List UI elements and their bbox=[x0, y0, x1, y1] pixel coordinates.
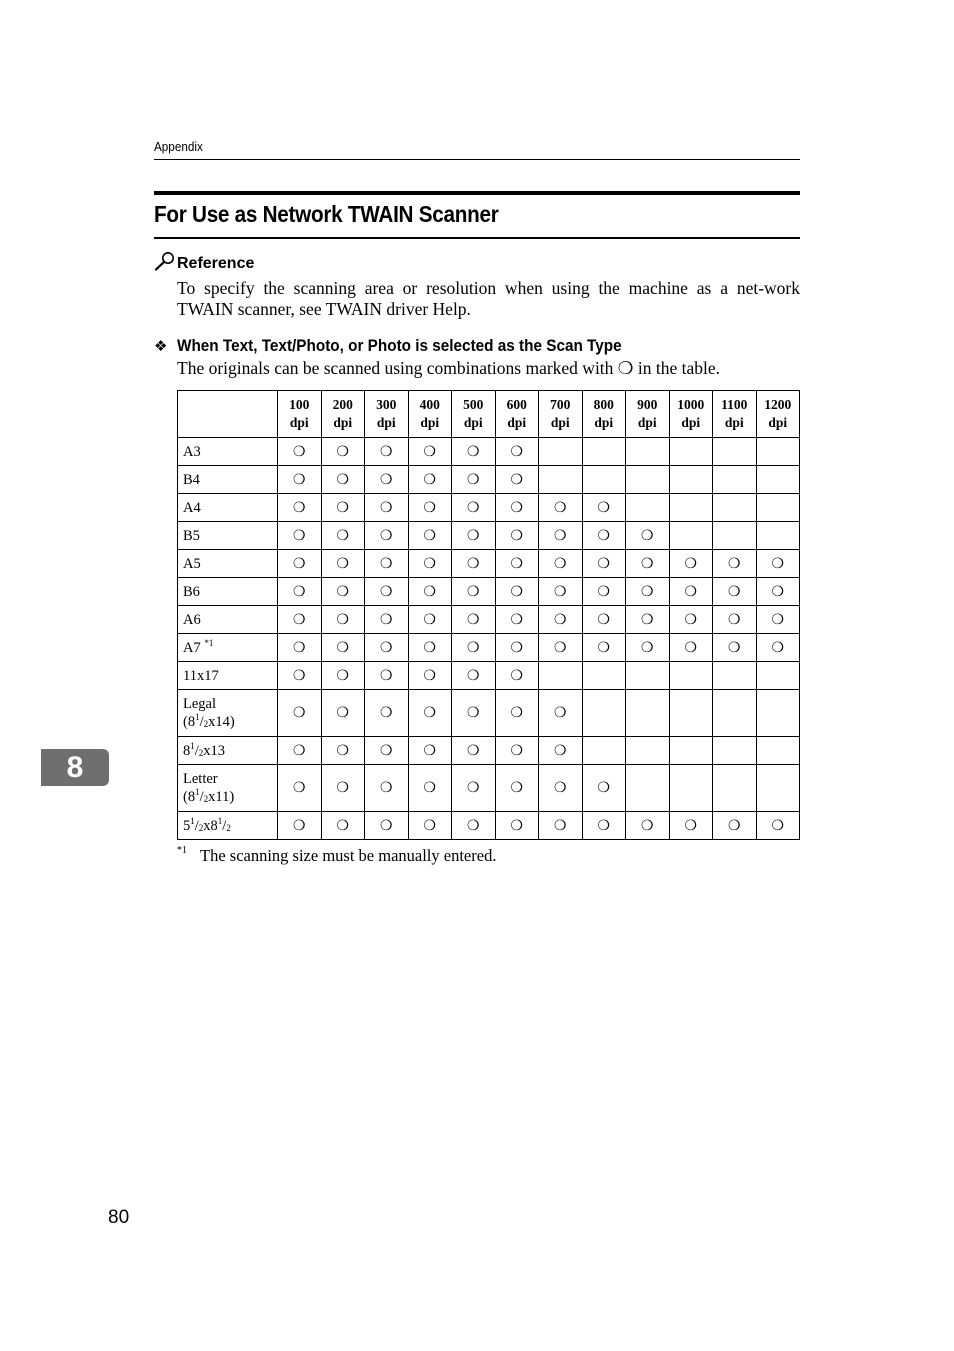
supported-mark: ❍ bbox=[365, 550, 409, 578]
column-resolution-value: 200 bbox=[332, 397, 353, 412]
supported-mark: ❍ bbox=[278, 634, 322, 662]
supported-mark: ❍ bbox=[278, 466, 322, 494]
supported-mark: ❍ bbox=[321, 662, 365, 690]
supported-mark: ❍ bbox=[365, 494, 409, 522]
supported-mark: ❍ bbox=[452, 765, 496, 812]
column-resolution-value: 900 bbox=[637, 397, 658, 412]
supported-mark: ❍ bbox=[539, 522, 583, 550]
chapter-tab: 8 bbox=[41, 749, 109, 786]
column-resolution-unit: dpi bbox=[681, 415, 701, 430]
reference-heading: Reference bbox=[177, 255, 255, 272]
supported-mark: ❍ bbox=[713, 550, 757, 578]
supported-mark: ❍ bbox=[495, 737, 539, 765]
supported-mark: ❍ bbox=[539, 550, 583, 578]
supported-mark: ❍ bbox=[539, 765, 583, 812]
supported-mark: ❍ bbox=[539, 690, 583, 737]
empty-cell bbox=[582, 737, 626, 765]
table-row bbox=[178, 522, 800, 550]
supported-mark: ❍ bbox=[278, 765, 322, 812]
empty-cell bbox=[582, 690, 626, 737]
paper-size-label: B4 bbox=[178, 466, 278, 494]
supported-mark: ❍ bbox=[626, 522, 670, 550]
supported-mark: ❍ bbox=[452, 522, 496, 550]
supported-mark: ❍ bbox=[365, 466, 409, 494]
empty-cell bbox=[713, 662, 757, 690]
supported-mark: ❍ bbox=[278, 578, 322, 606]
empty-cell bbox=[713, 438, 757, 466]
column-resolution-value: 300 bbox=[376, 397, 397, 412]
supported-mark: ❍ bbox=[452, 662, 496, 690]
supported-mark: ❍ bbox=[278, 737, 322, 765]
column-header bbox=[365, 391, 409, 438]
table-row bbox=[178, 634, 800, 662]
column-resolution-value: 600 bbox=[506, 397, 527, 412]
column-header bbox=[713, 391, 757, 438]
paper-size-label: 11x17 bbox=[178, 662, 278, 690]
supported-mark: ❍ bbox=[321, 690, 365, 737]
table-row bbox=[178, 578, 800, 606]
supported-mark: ❍ bbox=[669, 812, 713, 840]
paper-size-label: B5 bbox=[178, 522, 278, 550]
paper-size-label: Letter $(8^1/_2x11)$ bbox=[178, 765, 278, 812]
empty-cell bbox=[713, 765, 757, 812]
column-header bbox=[321, 391, 365, 438]
column-header bbox=[582, 391, 626, 438]
supported-mark: ❍ bbox=[408, 578, 452, 606]
supported-mark: ❍ bbox=[626, 606, 670, 634]
supported-mark: ❍ bbox=[626, 578, 670, 606]
supported-mark: ❍ bbox=[495, 812, 539, 840]
supported-mark: ❍ bbox=[452, 494, 496, 522]
empty-cell bbox=[713, 522, 757, 550]
column-resolution-unit: dpi bbox=[463, 415, 483, 430]
supported-mark: ❍ bbox=[582, 550, 626, 578]
supported-mark: ❍ bbox=[539, 606, 583, 634]
column-header bbox=[626, 391, 670, 438]
empty-cell bbox=[626, 438, 670, 466]
resolution-table bbox=[177, 390, 800, 840]
column-header bbox=[495, 391, 539, 438]
subsection-heading: When Text, Text/Photo, or Photo is selected as the Scan Type bbox=[177, 336, 622, 355]
running-header: Appendix bbox=[154, 139, 203, 154]
supported-mark: ❍ bbox=[365, 634, 409, 662]
paper-size-label: A3 bbox=[178, 438, 278, 466]
supported-mark: ❍ bbox=[539, 737, 583, 765]
supported-mark: ❍ bbox=[539, 578, 583, 606]
column-resolution-value: 700 bbox=[550, 397, 571, 412]
column-resolution-unit: dpi bbox=[333, 415, 353, 430]
column-resolution-unit: dpi bbox=[420, 415, 440, 430]
paper-size-label: $5^1/_2x8^1/_2$ bbox=[178, 812, 278, 840]
column-resolution-unit: dpi bbox=[594, 415, 614, 430]
empty-cell bbox=[756, 466, 800, 494]
supported-mark: ❍ bbox=[278, 606, 322, 634]
column-header bbox=[278, 391, 322, 438]
magnifier-icon bbox=[154, 251, 176, 271]
empty-cell bbox=[713, 737, 757, 765]
supported-mark: ❍ bbox=[495, 522, 539, 550]
column-resolution-unit: dpi bbox=[507, 415, 527, 430]
empty-cell bbox=[669, 737, 713, 765]
supported-mark: ❍ bbox=[321, 812, 365, 840]
supported-mark: ❍ bbox=[321, 578, 365, 606]
column-resolution-unit: dpi bbox=[768, 415, 788, 430]
supported-mark: ❍ bbox=[408, 634, 452, 662]
supported-mark: ❍ bbox=[408, 812, 452, 840]
supported-mark: ❍ bbox=[365, 606, 409, 634]
column-resolution-unit: dpi bbox=[550, 415, 570, 430]
supported-mark: ❍ bbox=[495, 606, 539, 634]
supported-mark: ❍ bbox=[408, 690, 452, 737]
supported-mark: ❍ bbox=[582, 494, 626, 522]
column-resolution-value: 1100 bbox=[721, 397, 748, 412]
paper-size-label: $8^1/_2x13$ bbox=[178, 737, 278, 765]
supported-mark: ❍ bbox=[713, 578, 757, 606]
supported-mark: ❍ bbox=[495, 578, 539, 606]
paper-size-label: Legal $(8^1/_2x14)$ bbox=[178, 690, 278, 737]
supported-mark: ❍ bbox=[756, 578, 800, 606]
column-resolution-value: 500 bbox=[463, 397, 484, 412]
footnote-text: The scanning size must be manually entered. bbox=[200, 846, 497, 865]
empty-cell bbox=[669, 662, 713, 690]
supported-mark: ❍ bbox=[495, 438, 539, 466]
supported-mark: ❍ bbox=[582, 765, 626, 812]
empty-cell bbox=[756, 522, 800, 550]
supported-mark: ❍ bbox=[365, 578, 409, 606]
supported-mark: ❍ bbox=[669, 550, 713, 578]
empty-cell bbox=[669, 522, 713, 550]
supported-mark: ❍ bbox=[582, 634, 626, 662]
supported-mark: ❍ bbox=[539, 494, 583, 522]
empty-cell bbox=[756, 690, 800, 737]
supported-mark: ❍ bbox=[626, 812, 670, 840]
supported-mark: ❍ bbox=[495, 494, 539, 522]
reference-text: To specify the scanning area or resolution when using the machine as a net-work TWAIN scanner, see TWAIN driver Help. bbox=[177, 278, 800, 319]
supported-mark: ❍ bbox=[408, 494, 452, 522]
supported-mark: ❍ bbox=[582, 578, 626, 606]
empty-cell bbox=[756, 662, 800, 690]
column-resolution-unit: dpi bbox=[637, 415, 657, 430]
supported-mark: ❍ bbox=[495, 690, 539, 737]
supported-mark: ❍ bbox=[452, 578, 496, 606]
diamond-bullet-icon: ❖ bbox=[154, 337, 168, 355]
supported-mark: ❍ bbox=[452, 737, 496, 765]
supported-mark: ❍ bbox=[408, 765, 452, 812]
supported-mark: ❍ bbox=[365, 522, 409, 550]
supported-mark: ❍ bbox=[408, 438, 452, 466]
supported-mark: ❍ bbox=[756, 812, 800, 840]
supported-mark: ❍ bbox=[495, 550, 539, 578]
empty-cell bbox=[669, 690, 713, 737]
empty-cell bbox=[669, 466, 713, 494]
column-header bbox=[539, 391, 583, 438]
supported-mark: ❍ bbox=[452, 606, 496, 634]
table-row bbox=[178, 765, 800, 812]
empty-cell bbox=[713, 690, 757, 737]
supported-mark: ❍ bbox=[582, 812, 626, 840]
supported-mark: ❍ bbox=[278, 522, 322, 550]
supported-mark: ❍ bbox=[582, 606, 626, 634]
supported-mark: ❍ bbox=[365, 662, 409, 690]
table-row bbox=[178, 662, 800, 690]
supported-mark: ❍ bbox=[408, 550, 452, 578]
table-row bbox=[178, 737, 800, 765]
supported-mark: ❍ bbox=[408, 606, 452, 634]
supported-mark: ❍ bbox=[452, 550, 496, 578]
supported-mark: ❍ bbox=[539, 812, 583, 840]
footnote-reference: *1 bbox=[204, 637, 214, 648]
supported-mark: ❍ bbox=[365, 812, 409, 840]
table-body bbox=[178, 438, 800, 840]
supported-mark: ❍ bbox=[321, 550, 365, 578]
table-corner-cell bbox=[178, 391, 278, 438]
supported-mark: ❍ bbox=[756, 606, 800, 634]
supported-mark: ❍ bbox=[321, 634, 365, 662]
column-resolution-value: 400 bbox=[419, 397, 440, 412]
empty-cell bbox=[582, 662, 626, 690]
supported-mark: ❍ bbox=[408, 522, 452, 550]
column-resolution-unit: dpi bbox=[376, 415, 396, 430]
table-row bbox=[178, 606, 800, 634]
supported-mark: ❍ bbox=[713, 812, 757, 840]
supported-mark: ❍ bbox=[321, 438, 365, 466]
empty-cell bbox=[756, 765, 800, 812]
column-resolution-value: 100 bbox=[289, 397, 310, 412]
supported-mark: ❍ bbox=[321, 494, 365, 522]
supported-mark: ❍ bbox=[408, 662, 452, 690]
column-resolution-unit: dpi bbox=[289, 415, 309, 430]
empty-cell bbox=[626, 662, 670, 690]
paper-size-label: A4 bbox=[178, 494, 278, 522]
footnote-mark: *1 bbox=[177, 845, 187, 856]
table-header-row bbox=[178, 391, 800, 438]
supported-mark: ❍ bbox=[321, 765, 365, 812]
title-bottom-rule bbox=[154, 237, 800, 239]
supported-mark: ❍ bbox=[669, 606, 713, 634]
supported-mark: ❍ bbox=[278, 690, 322, 737]
empty-cell bbox=[756, 438, 800, 466]
supported-mark: ❍ bbox=[452, 438, 496, 466]
column-header bbox=[756, 391, 800, 438]
supported-mark: ❍ bbox=[321, 522, 365, 550]
empty-cell bbox=[539, 466, 583, 494]
section-title: For Use as Network TWAIN Scanner bbox=[154, 201, 499, 227]
column-resolution-value: 1000 bbox=[677, 397, 705, 412]
empty-cell bbox=[756, 737, 800, 765]
empty-cell bbox=[713, 494, 757, 522]
empty-cell bbox=[539, 438, 583, 466]
supported-mark: ❍ bbox=[495, 634, 539, 662]
supported-mark: ❍ bbox=[278, 550, 322, 578]
table-row bbox=[178, 438, 800, 466]
supported-mark: ❍ bbox=[713, 606, 757, 634]
paper-size-label: B6 bbox=[178, 578, 278, 606]
empty-cell bbox=[626, 690, 670, 737]
column-header bbox=[408, 391, 452, 438]
supported-mark: ❍ bbox=[495, 765, 539, 812]
empty-cell bbox=[582, 438, 626, 466]
header-rule bbox=[154, 159, 800, 160]
table-row bbox=[178, 494, 800, 522]
paper-size-label: A5 bbox=[178, 550, 278, 578]
supported-mark: ❍ bbox=[495, 662, 539, 690]
supported-mark: ❍ bbox=[278, 494, 322, 522]
supported-mark: ❍ bbox=[669, 634, 713, 662]
title-top-rule bbox=[154, 191, 800, 195]
paper-size-label: A6 bbox=[178, 606, 278, 634]
supported-mark: ❍ bbox=[408, 466, 452, 494]
supported-mark: ❍ bbox=[365, 765, 409, 812]
column-resolution-value: 800 bbox=[593, 397, 614, 412]
supported-mark: ❍ bbox=[365, 690, 409, 737]
empty-cell bbox=[626, 466, 670, 494]
supported-mark: ❍ bbox=[452, 634, 496, 662]
supported-mark: ❍ bbox=[321, 606, 365, 634]
table-row bbox=[178, 550, 800, 578]
supported-mark: ❍ bbox=[669, 578, 713, 606]
supported-mark: ❍ bbox=[452, 690, 496, 737]
supported-mark: ❍ bbox=[495, 466, 539, 494]
supported-mark: ❍ bbox=[365, 438, 409, 466]
supported-mark: ❍ bbox=[278, 812, 322, 840]
column-resolution-unit: dpi bbox=[724, 415, 744, 430]
supported-mark: ❍ bbox=[756, 634, 800, 662]
page-number: 80 bbox=[108, 1207, 130, 1228]
supported-mark: ❍ bbox=[452, 812, 496, 840]
supported-mark: ❍ bbox=[321, 737, 365, 765]
column-header bbox=[452, 391, 496, 438]
supported-mark: ❍ bbox=[582, 522, 626, 550]
table-row bbox=[178, 812, 800, 840]
empty-cell bbox=[669, 438, 713, 466]
empty-cell bbox=[756, 494, 800, 522]
column-header bbox=[669, 391, 713, 438]
supported-mark: ❍ bbox=[713, 634, 757, 662]
table-row bbox=[178, 690, 800, 737]
table-row bbox=[178, 466, 800, 494]
empty-cell bbox=[669, 765, 713, 812]
empty-cell bbox=[669, 494, 713, 522]
empty-cell bbox=[582, 466, 626, 494]
subsection-text: The originals can be scanned using combinations marked with ❍ in the table. bbox=[177, 358, 720, 378]
supported-mark: ❍ bbox=[408, 737, 452, 765]
empty-cell bbox=[626, 765, 670, 812]
empty-cell bbox=[626, 494, 670, 522]
supported-mark: ❍ bbox=[626, 634, 670, 662]
empty-cell bbox=[626, 737, 670, 765]
empty-cell bbox=[713, 466, 757, 494]
supported-mark: ❍ bbox=[278, 662, 322, 690]
supported-mark: ❍ bbox=[278, 438, 322, 466]
supported-mark: ❍ bbox=[539, 634, 583, 662]
supported-mark: ❍ bbox=[452, 466, 496, 494]
paper-size-label: A7 $^{*1}$ bbox=[178, 634, 278, 662]
supported-mark: ❍ bbox=[626, 550, 670, 578]
empty-cell bbox=[539, 662, 583, 690]
supported-mark: ❍ bbox=[321, 466, 365, 494]
supported-mark: ❍ bbox=[756, 550, 800, 578]
supported-mark: ❍ bbox=[365, 737, 409, 765]
column-resolution-value: 1200 bbox=[764, 397, 792, 412]
